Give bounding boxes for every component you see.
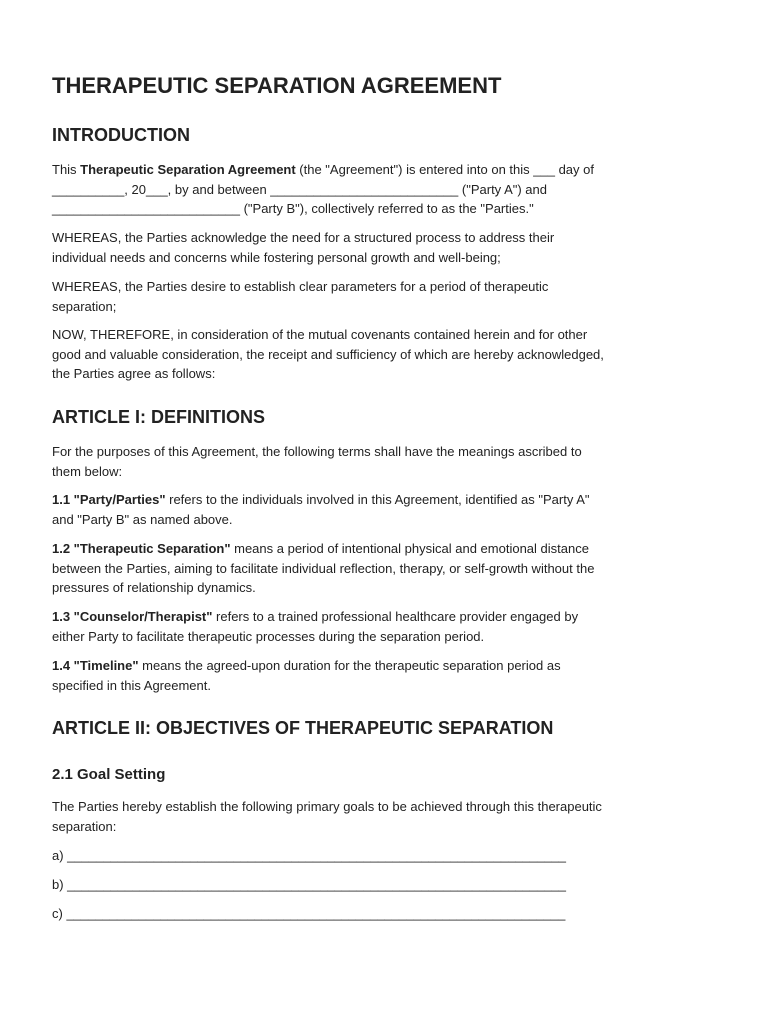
definitions-intro-line-1: For the purposes of this Agreement, the following terms shall have the meanings ascribed to (52, 444, 582, 459)
definition-1-3-text: refers to a trained professional healthcare provider engaged by (212, 609, 579, 624)
definition-1-2-text: means a period of intentional physical and emotional distance (230, 541, 589, 556)
intro-paragraph (52, 160, 720, 219)
goal-c-blank (52, 904, 720, 924)
introduction-heading: INTRODUCTION (52, 125, 190, 145)
article-2-heading: ARTICLE II: OBJECTIVES OF THERAPEUTIC SEPARATION (52, 718, 554, 738)
goal-c-line: c) _____________________________________________________________________ (52, 906, 566, 921)
now-therefore-line-2: good and valuable consideration, the receipt and sufficiency of which are hereby acknowledged, (52, 346, 604, 362)
goal-a-line: a) _____________________________________________________________________ (52, 848, 567, 863)
intro-line-1-pre: This (52, 162, 81, 177)
intro-line-1 (52, 160, 720, 180)
section-2-1-heading: 2.1 Goal Setting (52, 766, 166, 783)
definition-1-1-line-1 (52, 490, 720, 510)
document-title: THERAPEUTIC SEPARATION AGREEMENT (52, 73, 502, 98)
article-1-heading: ARTICLE I: DEFINITIONS (52, 407, 265, 427)
whereas-2-line-2: separation; (52, 298, 117, 314)
definition-1-2-line-1 (52, 539, 720, 559)
now-therefore-line-3: the Parties agree as follows: (52, 366, 216, 381)
definition-1-1 (52, 490, 720, 529)
whereas-1-line-1: WHEREAS, the Parties acknowledge the need for a structured process to address their (52, 230, 555, 245)
goal-setting-intro-line-1: The Parties hereby establish the following primary goals to be achieved through this therapeutic (52, 799, 602, 814)
whereas-2-line-1: WHEREAS, the Parties desire to establish clear parameters for a period of therapeutic (52, 279, 549, 294)
definition-1-1-text: refers to the individuals involved in this Agreement, identified as "Party A" (165, 492, 590, 507)
definition-1-3-line-2: either Party to facilitate therapeutic processes during the separation period. (52, 628, 485, 644)
definition-1-2-line-2: between the Parties, aiming to facilitate individual reflection, therapy, or self-growth without the (52, 560, 595, 576)
definition-1-2-line-3: pressures of relationship dynamics. (52, 580, 256, 595)
now-therefore-paragraph (52, 325, 720, 384)
intro-line-1-post: (the "Agreement") is entered into on this ___ day of (295, 162, 594, 177)
goal-a-blank (52, 846, 720, 866)
definition-1-1-term: 1.1 "Party/Parties" (52, 492, 166, 507)
goal-setting-intro-line-2: separation: (52, 818, 117, 834)
whereas-paragraph-1 (52, 228, 720, 267)
definition-1-4-line-1 (52, 656, 720, 676)
goal-setting-intro (52, 797, 720, 836)
definition-1-1-line-2: and "Party B" as named above. (52, 511, 233, 527)
definition-1-2 (52, 539, 720, 598)
agreement-name-bold: Therapeutic Separation Agreement (80, 162, 296, 177)
intro-line-2: __________, 20___, by and between __________________________ ("Party A") and (52, 181, 547, 197)
definition-1-4-text: means the agreed-upon duration for the therapeutic separation period as (138, 658, 561, 673)
definition-1-3-line-1 (52, 607, 720, 627)
whereas-1-line-2: individual needs and concerns while fostering personal growth and well-being; (52, 249, 501, 265)
definitions-intro (52, 442, 720, 481)
intro-line-3: __________________________ ("Party B"), collectively referred to as the "Parties." (52, 201, 534, 216)
goal-b-line: b) _____________________________________________________________________ (52, 877, 567, 892)
definition-1-3-term: 1.3 "Counselor/Therapist" (52, 609, 213, 624)
goal-b-blank (52, 875, 720, 895)
definition-1-4-term: 1.4 "Timeline" (52, 658, 139, 673)
definitions-intro-line-2: them below: (52, 463, 123, 479)
definition-1-3 (52, 607, 720, 646)
whereas-paragraph-2 (52, 277, 720, 316)
definition-1-2-term: 1.2 "Therapeutic Separation" (52, 541, 231, 556)
definition-1-4 (52, 656, 720, 695)
definition-1-4-line-2: specified in this Agreement. (52, 677, 211, 693)
now-therefore-line-1: NOW, THEREFORE, in consideration of the mutual covenants contained herein and for other (52, 327, 588, 342)
